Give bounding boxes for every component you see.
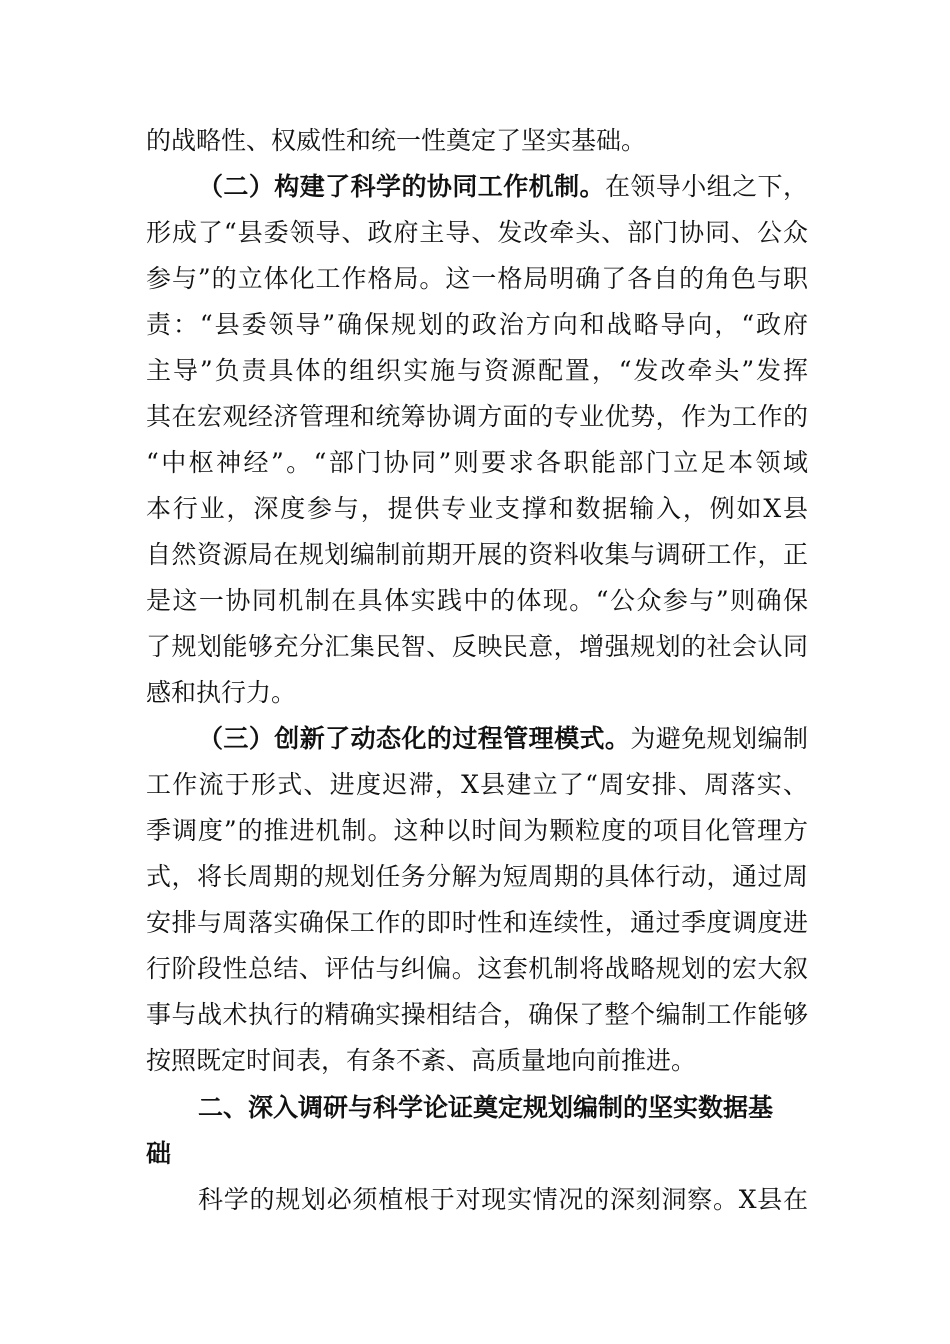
paragraph-3-first-line: [198, 722, 808, 756]
paragraph-line: 按照既定时间表，有条不紊、高质量地向前推进。: [146, 1046, 697, 1075]
paragraph-3-lead-text: 为避免规划编制: [630, 724, 808, 753]
paragraph-line: 本行业，深度参与，提供专业支撑和数据输入，例如X县: [146, 494, 808, 523]
paragraph-line: 主导”负责具体的组织实施与资源配置，“发改牵头”发挥: [146, 356, 808, 385]
paragraph-line: “中枢神经”。“部门协同”则要求各职能部门立足本领域: [146, 448, 808, 477]
paragraph-2-heading: （二）构建了科学的协同工作机制。: [198, 172, 605, 201]
paragraph-4-first-line: 科学的规划必须植根于对现实情况的深刻洞察。X县在: [198, 1185, 808, 1214]
paragraph-line: 季调度”的推进机制。这种以时间为颗粒度的项目化管理方: [146, 816, 808, 845]
paragraph-line: 参与”的立体化工作格局。这一格局明确了各自的角色与职: [146, 264, 808, 293]
paragraph-line: 式，将长周期的规划任务分解为短周期的具体行动，通过周: [146, 862, 808, 891]
section-heading-line-2: 础: [146, 1139, 172, 1168]
paragraph-line: 感和执行力。: [146, 678, 297, 707]
paragraph-line: 自然资源局在规划编制前期开展的资料收集与调研工作，正: [146, 540, 808, 569]
paragraph-line: 了规划能够充分汇集民智、反映民意，增强规划的社会认同: [146, 632, 808, 661]
paragraph-line: 行阶段性总结、评估与纠偏。这套机制将战略规划的宏大叙: [146, 954, 808, 983]
paragraph-3-heading: （三）创新了动态化的过程管理模式。: [198, 724, 631, 753]
paragraph-line: 形成了“县委领导、政府主导、发改牵头、部门协同、公众: [146, 218, 808, 247]
paragraph-line: 责：“县委领导”确保规划的政治方向和战略导向，“政府: [146, 310, 808, 339]
paragraph-line: 的战略性、权威性和统一性奠定了坚实基础。: [146, 126, 647, 155]
paragraph-line: 是这一协同机制在具体实践中的体现。“公众参与”则确保: [146, 586, 808, 615]
paragraph-line: 其在宏观经济管理和统筹协调方面的专业优势，作为工作的: [146, 402, 808, 431]
section-heading-line-1: 二、深入调研与科学论证奠定规划编制的坚实数据基: [198, 1093, 774, 1122]
paragraph-line: 事与战术执行的精确实操相结合，确保了整个编制工作能够: [146, 1000, 808, 1029]
paragraph-2-lead-text: 在领导小组之下，: [604, 172, 808, 201]
paragraph-line: 工作流于形式、进度迟滞，X县建立了“周安排、周落实、: [146, 770, 808, 799]
paragraph-line: 安排与周落实确保工作的即时性和连续性，通过季度调度进: [146, 908, 808, 937]
paragraph-2-first-line: [198, 170, 808, 204]
